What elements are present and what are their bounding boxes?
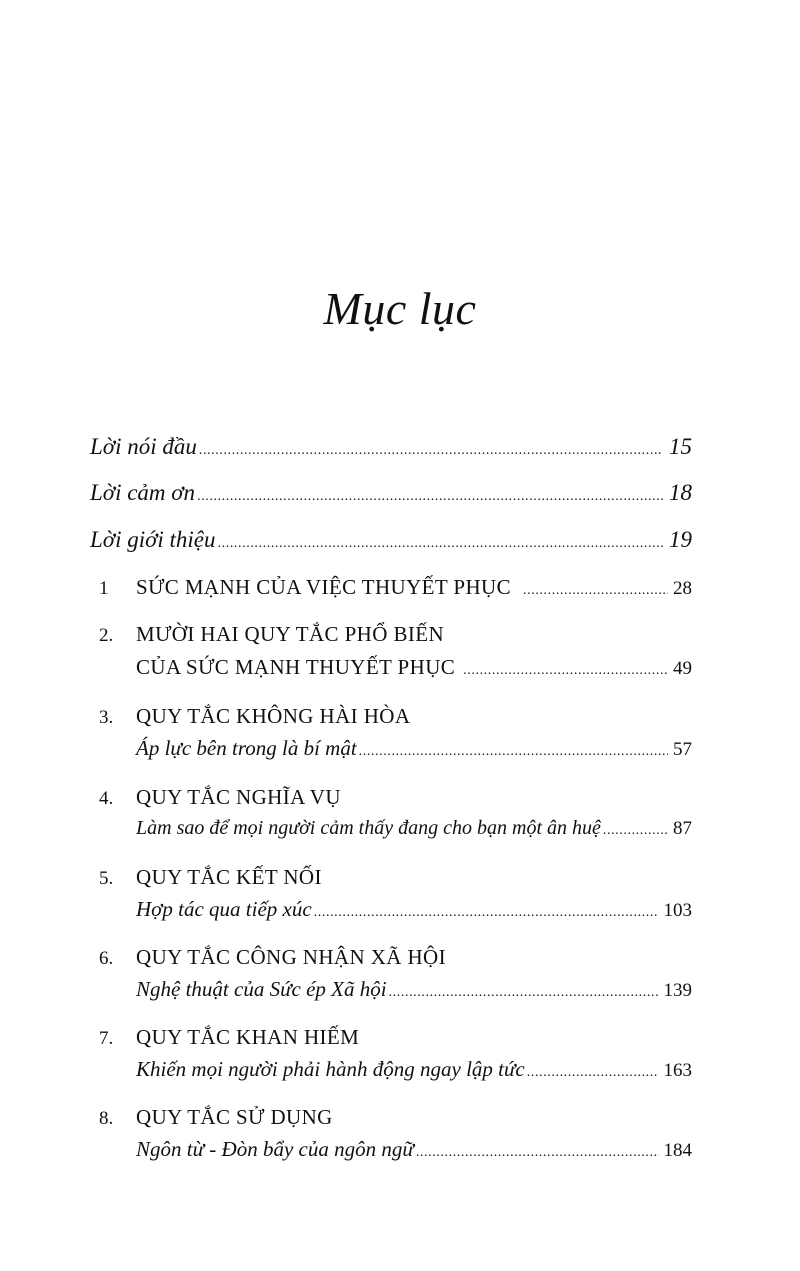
entry-page: 57 [673, 739, 692, 760]
chapter-title: SỨC MẠNH CỦA VIỆC THUYẾT PHỤC [136, 575, 512, 599]
entry-label: Lời nói đầu [90, 434, 197, 459]
chapter-subtitle: Nghệ thuật của Sức ép Xã hội [136, 977, 387, 1001]
chapter-number: 5. [99, 868, 114, 889]
chapter-number: 3. [99, 707, 114, 728]
chapter-subtitle: Làm sao để mọi người cảm thấy đang cho bạn một ân huệ [136, 817, 601, 839]
toc-entry-acknowledgements [90, 480, 692, 508]
entry-page: 87 [673, 818, 692, 839]
toc-entry-chapter-3 [136, 736, 692, 764]
chapter-title: QUY TẮC NGHĨA VỤ [136, 785, 341, 809]
page-title: Mục lục [323, 283, 477, 334]
chapter-number: 4. [99, 788, 114, 809]
toc-entry-chapter-7 [136, 1057, 692, 1085]
entry-page: 49 [673, 658, 692, 679]
chapter-subtitle: Áp lực bên trong là bí mật [136, 736, 357, 760]
chapter-number: 1 [99, 578, 109, 599]
chapter-number: 6. [99, 948, 114, 969]
chapter-number: 2. [99, 625, 114, 646]
chapter-title-row [136, 945, 692, 973]
dot-leader [218, 537, 663, 551]
chapter-title-line-1 [136, 622, 692, 650]
chapter-title: MƯỜI HAI QUY TẮC PHỔ BIẾN [136, 622, 445, 646]
dot-leader [314, 906, 659, 920]
chapter-number: 7. [99, 1028, 114, 1049]
chapter-title-row [136, 1025, 692, 1053]
entry-page: 163 [663, 1060, 692, 1081]
chapter-title-row [136, 785, 692, 813]
chapter-title-row [136, 704, 692, 732]
dot-leader [359, 745, 668, 759]
dot-leader [416, 1146, 659, 1160]
chapter-number: 8. [99, 1108, 114, 1129]
toc-entry-preface [90, 434, 692, 462]
dot-leader [523, 584, 668, 598]
toc-entry-chapter-5 [136, 897, 692, 925]
entry-page: 139 [663, 980, 692, 1001]
chapter-title-row [136, 865, 692, 893]
chapter-title: QUY TẮC KẾT NỐI [136, 865, 322, 889]
entry-page: 19 [669, 527, 692, 552]
toc-entry-chapter-4 [136, 817, 692, 845]
chapter-subtitle: Ngôn từ - Đòn bẩy của ngôn ngữ [136, 1137, 414, 1161]
entry-page: 103 [663, 900, 692, 921]
entry-label: Lời giới thiệu [90, 527, 216, 552]
chapter-title: QUY TẮC KHAN HIẾM [136, 1025, 360, 1049]
entry-label: Lời cảm ơn [90, 480, 196, 505]
entry-page: 15 [669, 434, 692, 459]
entry-page: 28 [673, 578, 692, 599]
chapter-subtitle: Khiến mọi người phải hành động ngay lập tức [136, 1057, 525, 1081]
dot-leader [199, 444, 663, 458]
chapter-title-row [136, 1105, 692, 1133]
chapter-subtitle: Hợp tác qua tiếp xúc [136, 897, 312, 921]
chapter-title: QUY TẮC SỬ DỤNG [136, 1105, 333, 1129]
dot-leader [389, 986, 659, 1000]
toc-entry-introduction [90, 527, 692, 555]
toc-entry-chapter-1 [136, 575, 692, 603]
chapter-title: QUY TẮC CÔNG NHẬN XÃ HỘI [136, 945, 447, 969]
toc-entry-chapter-6 [136, 977, 692, 1005]
toc-entry-chapter-8 [136, 1137, 692, 1165]
entry-page: 18 [669, 480, 692, 505]
dot-leader [463, 664, 668, 678]
chapter-title-line-2: CỦA SỨC MẠNH THUYẾT PHỤC [136, 655, 456, 679]
dot-leader [527, 1066, 659, 1080]
chapter-title: QUY TẮC KHÔNG HÀI HÒA [136, 704, 411, 728]
dot-leader [603, 824, 668, 838]
toc-entry-chapter-2 [136, 655, 692, 683]
entry-page: 184 [663, 1140, 692, 1161]
dot-leader [197, 490, 663, 504]
